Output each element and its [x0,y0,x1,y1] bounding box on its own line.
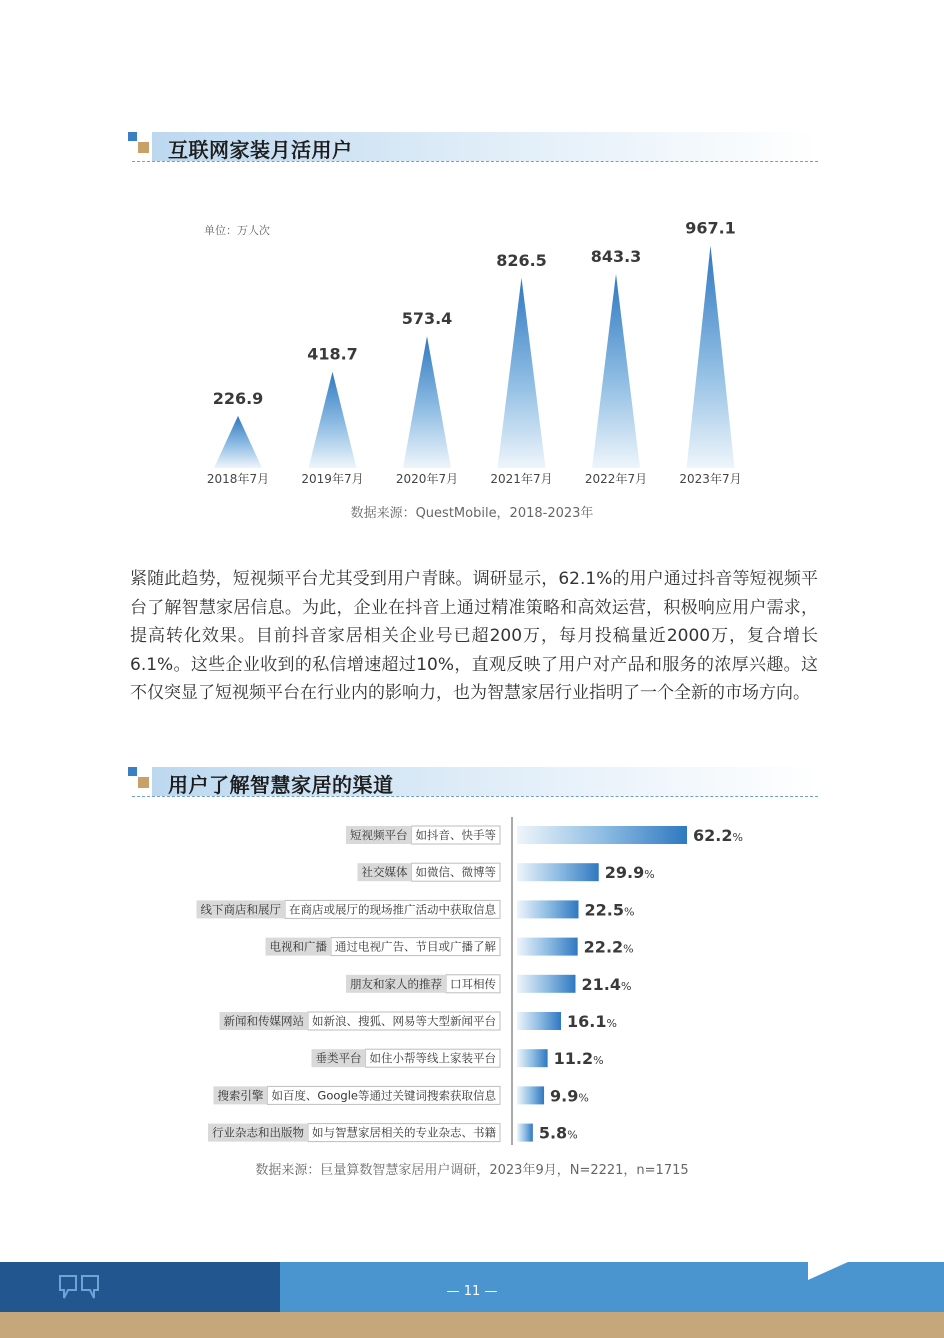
value-label: 418.7 [307,344,358,364]
category-label: 2021年7月 [490,472,553,486]
chart1-source: 数据来源：QuestMobile，2018-2023年 [350,506,594,521]
channel-name: 社交媒体 [361,865,408,880]
channel-desc: 在商店或展厅的现场推广活动中获取信息 [289,902,496,917]
header-square-blue [128,132,137,141]
channel-bar [517,1124,533,1142]
channel-bar [517,938,578,956]
percent-unit: % [732,831,743,844]
category-label: 2020年7月 [395,472,459,486]
triangle-bar [687,246,735,468]
category-label: 2023年7月 [679,472,742,486]
category-label: 2019年7月 [301,472,364,486]
channel-desc: 口耳相传 [450,976,496,991]
value-label: 573.4 [401,309,453,329]
channel-bar [517,1012,561,1030]
category-label: 2018年7月 [206,472,270,486]
channel-value-label: 62.2% [693,826,743,845]
channel-desc: 通过电视广告、节目或广播了解 [335,939,496,954]
channel-value-label: 9.9% [550,1086,589,1106]
category-label: 2022年7月 [584,472,648,486]
channel-name: 朋友和家人的推荐 [350,976,442,991]
section-header-mau [128,132,818,166]
mau-triangle-chart [150,180,810,500]
triangle-bar [403,336,451,468]
channel-name: 短视频平台 [350,828,408,842]
section-title-channels: 用户了解智慧家居的渠道 [168,773,394,797]
channel-bar [517,1086,544,1104]
channel-desc: 如抖音、快手等 [415,828,496,842]
channel-desc: 如百度、Google等通过关键词搜索获取信息 [271,1088,496,1103]
section-header-channels [128,767,818,801]
chart2-source: 数据来源：巨量算数智慧家居用户调研，2023年9月，N=2221，n=1715 [255,1163,689,1178]
channel-value-label: 16.1% [567,1012,617,1031]
value-label: 967.1 [685,218,736,238]
channels-bar-chart [130,815,820,1145]
channel-desc: 如新浪、搜狐、网易等大型新闻平台 [312,1014,496,1028]
channel-value-label: 29.9% [604,863,655,883]
body-paragraph: 紧随此趋势，短视频平台尤其受到用户青睐。调研显示，62.1%的用户通过抖音等短视频平台了解智慧家居信息。为此，企业在抖音上通过精准策略和高效运营，积极响应用户需求，提高转化效果。目前抖音家居相关企业号已超200万，每月投稿量近2000万，复合增长6.1%。这些企业收到的私信增速超过10%，直观反映了用户对产品和服务的浓厚兴趣。这不仅突显了短视频平台在行业内的影响力，也为智慧家居行业指明了一个全新的市场方向。 [130,569,818,703]
channel-value-label: 5.8% [538,1123,578,1143]
footer-notch-shape [808,1262,848,1282]
percent-unit: % [620,979,632,993]
triangle-bar [592,274,640,468]
channel-bar [517,863,599,881]
page-number: — 11 — [446,1284,498,1299]
channel-desc: 如与智慧家居相关的专业杂志、书籍 [312,1125,496,1140]
header-square-tan [138,777,149,788]
channel-value-label: 22.5% [584,900,635,920]
value-label: 226.9 [212,388,264,408]
percent-unit: % [644,868,655,882]
chart-unit-label: 单位：万人次 [204,224,270,237]
section-title-mau: 互联网家装月活用户 [168,138,353,162]
channel-desc: 如住小帮等线上家装平台 [369,1051,496,1066]
percent-unit: % [578,1091,589,1105]
header-square-blue [128,767,137,776]
footer-tan-band [0,1312,944,1338]
channel-name: 电视和广播 [269,939,327,954]
percent-unit: % [567,1128,578,1142]
channel-desc: 如微信、微博等 [415,865,496,880]
header-square-tan [138,142,149,153]
triangle-bar [309,372,357,468]
triangle-bar [214,416,262,468]
percent-unit: % [606,1017,617,1030]
percent-unit: % [623,905,635,919]
channel-bar [517,826,687,844]
channel-name: 新闻和传媒网站 [223,1014,304,1028]
percent-unit: % [593,1054,604,1068]
channel-name: 线下商店和展厅 [200,902,281,917]
channel-value-label: 21.4% [581,974,632,994]
channel-bar [517,1049,548,1067]
percent-unit: % [623,942,634,956]
channel-bar [517,975,575,993]
channel-name: 行业杂志和出版物 [212,1125,304,1140]
value-label: 843.3 [590,247,642,267]
value-label: 826.5 [496,250,547,270]
channel-value-label: 22.2% [583,937,634,957]
channel-value-label: 11.2% [553,1049,604,1069]
channel-bar [517,900,578,918]
channel-name: 垂类平台 [315,1051,362,1066]
channel-name: 搜索引擎 [217,1088,264,1103]
triangle-bar [498,278,546,468]
